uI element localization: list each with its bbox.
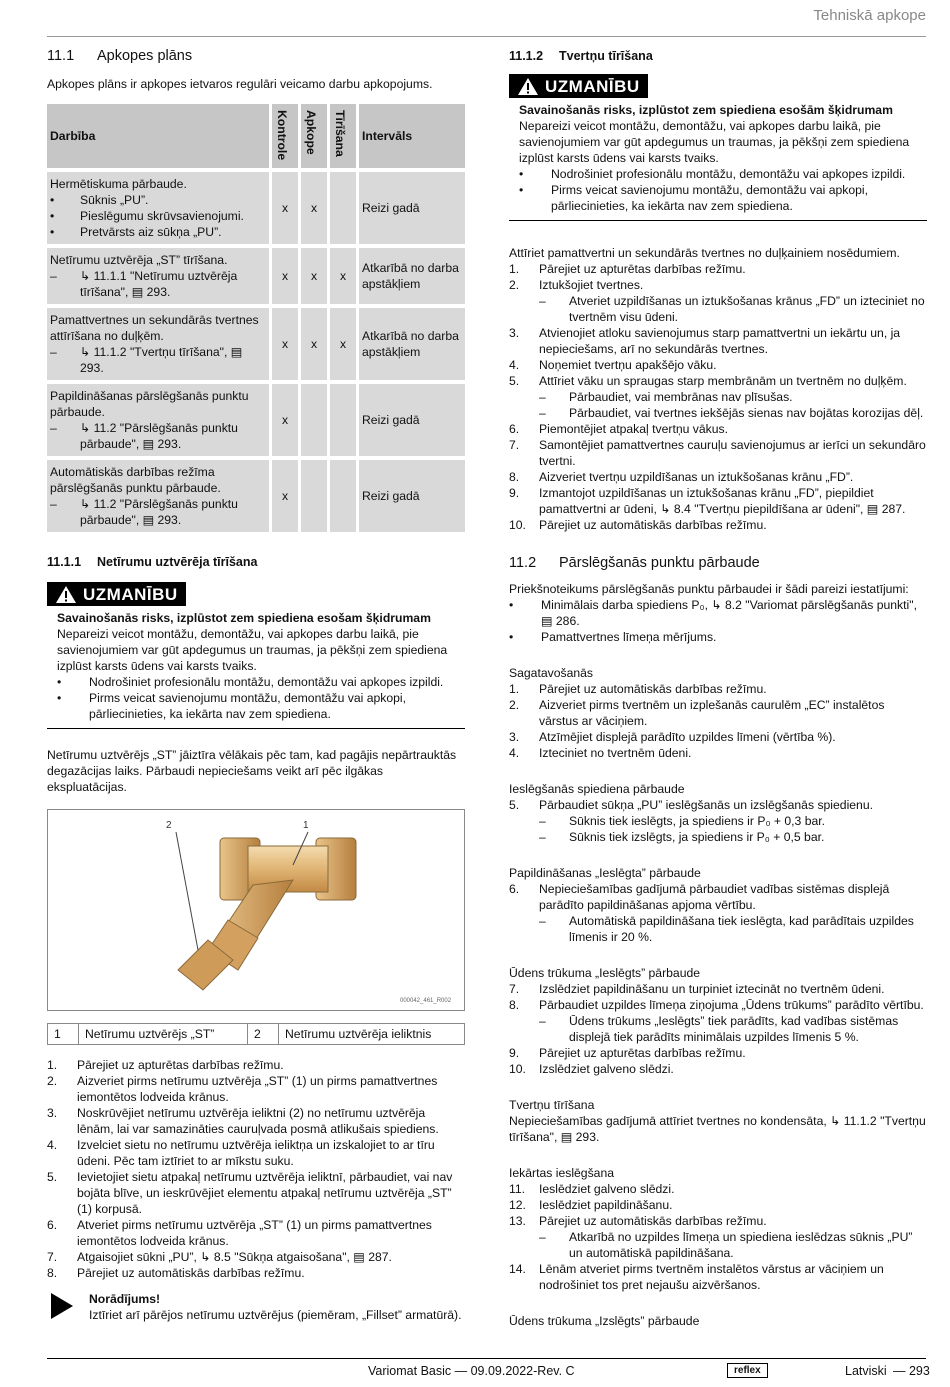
step-number: 9. [509, 1046, 520, 1060]
col-header-cleaning: Tīrīšana [330, 104, 356, 168]
step-number: 3. [509, 326, 520, 340]
step-item [509, 373, 927, 389]
bullet-text: Minimālais darba spiediens P₀, ↳ 8.2 "Variomat pārslēgšanās punkti", ▤ 286. [541, 598, 917, 628]
bullet-item [519, 166, 927, 182]
action-subitem [50, 344, 266, 376]
step-text: Izmantojot uzpildīšanas un iztukšošanas krānu „FD”, piepildiet pamattvertni ar ūdeni, ↳ 8.4 "Tvertņu piepildīšana ar ūdeni", ▤ 287. [539, 486, 906, 516]
warning-block-left [47, 582, 465, 729]
table-row [47, 384, 465, 456]
subitem-text: ↳ 11.2 "Pārslēgšanās punktu pārbaude", ▤ 293. [80, 421, 238, 451]
step-number: 13. [509, 1214, 526, 1228]
tank-clean-steps [509, 261, 927, 533]
step-number: 9. [509, 486, 520, 500]
step-number: 6. [509, 882, 520, 896]
footer-rule [47, 1358, 926, 1359]
step-number: 5. [509, 374, 520, 388]
action-cell [47, 248, 269, 304]
strainer-illustration [48, 810, 464, 1010]
warning-block-right [509, 74, 927, 221]
step-number: 11. [509, 1182, 526, 1196]
step-text: Pārejiet uz apturētas darbības režīmu. [77, 1058, 284, 1072]
step-text: Noskrūvējiet netīrumu uztvērēja ieliktni (2) no netīrumu uztvērēja lēnām, lai var samazināties cauruļvada posmā atlikušais spiediens. [77, 1106, 439, 1136]
step-item [509, 357, 927, 373]
step-number: 1. [509, 682, 520, 696]
subitem-text: ↳ 11.1.2 "Tvertņu tīrīšana", ▤ 293. [80, 345, 243, 375]
step-text: Aizveriet tvertņu uzpildīšanas un iztukšošanas krānu „FD”. [539, 470, 854, 484]
section-11-1-2-heading: 11.1.2 Tvertņu tīrīšana [509, 49, 653, 63]
figure-code: 000042_461_R002 [400, 998, 452, 1004]
action-text: Netīrumu uztvērēja „ST” tīrīšana. [50, 253, 228, 267]
step-number: 4. [47, 1138, 58, 1152]
step-number: 4. [509, 746, 520, 760]
step-text: Piemontējiet atpakaļ tvertņu vākus. [539, 422, 729, 436]
control-cell: x [272, 308, 298, 380]
step-number: 10. [509, 1062, 526, 1076]
step-number: 2. [47, 1074, 58, 1088]
pressure-check-title: Ieslēgšanās spiediena pārbaude [509, 782, 685, 796]
strainer-steps [47, 1057, 465, 1281]
dash: – [539, 830, 546, 844]
brand-logo: reflex [727, 1363, 768, 1378]
step-text: Atvienojiet atloku savienojumus starp pamattvertni un iekārtu un, ja nepieciešams, arī no sekundārās tvertnes. [539, 326, 901, 356]
step-item [509, 881, 927, 913]
action-text: Automātiskās darbības režīma pārslēgšanās punktu pārbaude. [50, 465, 221, 495]
bullet-text: Nodrošiniet profesionālu montāžu, demontāžu vai apkopes izpildi. [551, 167, 906, 181]
step-number: 5. [47, 1170, 58, 1184]
tank-clean-intro: Attīriet pamattvertni un sekundārās tvertnes no duļķainiem nosēdumiem. [509, 246, 900, 260]
step-item [509, 1045, 927, 1061]
step-item [509, 1181, 927, 1197]
step-text: Pārejiet uz automātiskās darbības režīmu. [539, 682, 767, 696]
section-11-1-1-heading: 11.1.1 Netīrumu uztvērēja tīrīšana [47, 555, 258, 569]
step-subitem [509, 813, 927, 829]
step-text: Pārejiet uz automātiskās darbības režīmu. [77, 1266, 305, 1280]
subitem-text: Sūknis tiek ieslēgts, ja spiediens ir P₀ + 0,3 bar. [569, 814, 826, 828]
step-text: Izteciniet no tvertnēm ūdeni. [539, 746, 692, 760]
step-number: 3. [509, 730, 520, 744]
interval-cell: Reizi gadā [359, 172, 465, 244]
warning-body: Nepareizi veicot montāžu, demontāžu, vai apkopes darbu laikā, pie savienojumiem var gūt apdegumus un traumas, ja pēkšņi zem spiediena izplūst karsts ūdens vai karsts tvaiks. [519, 119, 910, 165]
bullet: • [50, 193, 55, 207]
step-number: 3. [47, 1106, 58, 1120]
step-number: 5. [509, 798, 520, 812]
subitem-text: Automātiskā papildināšana tiek ieslēgta, kad parādītais uzpildes līmenis ir 20 %. [569, 914, 914, 944]
bullet: • [509, 598, 514, 612]
control-cell: x [272, 460, 298, 532]
bullet-item [57, 690, 465, 722]
control-cell: x [272, 248, 298, 304]
step-item [47, 1057, 465, 1073]
tank-cleaning-body: Nepieciešamības gadījumā attīriet tvertnes no kondensāta, ↳ 11.1.2 "Tvertņu tīrīšana", ▤ 293. [509, 1114, 926, 1144]
step-text: Izvelciet sietu no netīrumu uztvērēja ieliktņa un izskalojiet to ar tīru ūdeni. Pēc tam iztīriet to ar mīkstu suku. [77, 1138, 435, 1168]
step-number: 12. [509, 1198, 526, 1212]
bullet: • [509, 630, 514, 644]
maintenance-cell: x [301, 308, 327, 380]
col-header-interval: Intervāls [359, 104, 465, 168]
warning-label: UZMANĪBU [47, 582, 186, 606]
step-number: 2. [509, 698, 520, 712]
action-subitem [50, 192, 266, 208]
step-item [509, 981, 927, 997]
action-subitem [50, 420, 266, 452]
startup-group [509, 1165, 927, 1293]
subitem-text: Pieslēgumu skrūvsavienojumi. [80, 209, 244, 223]
maintenance-cell [301, 384, 327, 456]
bullet: • [519, 183, 524, 197]
action-cell [47, 172, 269, 244]
dash: – [539, 814, 546, 828]
bullet-text: Nodrošiniet profesionālu montāžu, demontāžu vai apkopes izpildi. [89, 675, 444, 689]
table-row [47, 172, 465, 244]
step-item [509, 485, 927, 517]
subitem-text: Sūknis tiek izslēgts, ja spiediens ir P₀ + 0,5 bar. [569, 830, 825, 844]
step-text: Pārejiet uz apturētas darbības režīmu. [539, 262, 746, 276]
step-text: Aizveriet pirms netīrumu uztvērēja „ST” (1) un pirms pamattvertnes iemontētos lodveida krānus. [77, 1074, 438, 1104]
step-text: Aizveriet pirms tvertnēm un izplešanās caurulēm „EC” instalētos vārstus ar vāciņiem. [539, 698, 885, 728]
step-item [509, 797, 927, 813]
startup-title: Iekārtas ieslēgšana [509, 1166, 615, 1180]
pressure-check-steps [509, 797, 927, 845]
note-arrow-icon [47, 1291, 89, 1321]
subitem-text: ↳ 11.2 "Pārslēgšanās punktu pārbaude", ▤ 293. [80, 497, 238, 527]
shortage-off-check-title: Ūdens trūkuma „Izslēgts” pārbaude [509, 1314, 700, 1328]
dash: – [539, 390, 546, 404]
bullet-item [509, 629, 927, 645]
action-text: Pamattvertnes un sekundārās tvertnes attīrīšana no duļķēm. [50, 313, 259, 343]
interval-cell: Reizi gadā [359, 460, 465, 532]
step-item [509, 437, 927, 469]
step-item [509, 745, 927, 761]
cleaning-cell [330, 460, 356, 532]
step-text: Iztukšojiet tvertnes. [539, 278, 644, 292]
step-text: Noņemiet tvertņu apakšējo vāku. [539, 358, 717, 372]
bullet: • [50, 225, 55, 239]
step-item [47, 1249, 465, 1265]
warning-title: Savainošanās risks, izplūstot zem spiediena esošam šķidrumam [57, 611, 431, 625]
dash: – [539, 406, 546, 420]
step-number: 1. [47, 1058, 58, 1072]
step-number: 8. [47, 1266, 58, 1280]
shortage-on-check-title: Ūdens trūkuma „Ieslēgts” pārbaude [509, 966, 701, 980]
step-text: Lēnām atveriet pirms tvertnēm instalētos vārstus ar vāciņiem un nodrošiniet tos pret nejaušu aizvēršanos. [539, 1262, 884, 1292]
preparation-title: Sagatavošanās [509, 666, 594, 680]
step-item [47, 1105, 465, 1137]
bullet: – [50, 421, 57, 435]
right-column [509, 48, 927, 1329]
step-subitem [509, 913, 927, 945]
cleaning-cell: x [330, 248, 356, 304]
bullet: – [50, 345, 57, 359]
step-number: 7. [47, 1250, 58, 1264]
step-item [509, 681, 927, 697]
control-cell: x [272, 172, 298, 244]
warning-triangle-icon [55, 585, 77, 604]
step-item [509, 469, 927, 485]
maintenance-cell: x [301, 172, 327, 244]
step-item [509, 729, 927, 745]
step-item [509, 325, 927, 357]
bullet: • [519, 167, 524, 181]
switchpoint-intro: Priekšnoteikums pārslēgšanās punktu pārbaudei ir šādi pareizi iestatījumi: [509, 582, 909, 596]
col-header-maintenance: Apkope [301, 104, 327, 168]
step-subitem [509, 829, 927, 845]
step-item [47, 1169, 465, 1217]
step-text: Samontējiet pamattvertnes cauruļu savienojumus ar ierīci un sekundāro tvertni. [539, 438, 926, 468]
step-text: Pārbaudiet uzpildes līmeņa ziņojuma „Ūdens trūkums” parādīto vērtību. [539, 998, 924, 1012]
section-11-2-heading: 11.2 Pārslēgšanās punktu pārbaude [509, 555, 760, 571]
footer-doc: Variomat Basic — 09.09.2022-Rev. C [368, 1364, 575, 1378]
bullet-item [519, 182, 927, 214]
figure-legend: 1 Netīrumu uztvērējs „ST” 2 Netīrumu uztvērēja ieliktnis [47, 1023, 465, 1045]
preparation-steps [509, 681, 927, 761]
bullet-text: Pamattvertnes līmeņa mērījums. [541, 630, 717, 644]
action-cell [47, 384, 269, 456]
running-header: Tehniskā apkope [813, 7, 926, 24]
pressure-check-group [509, 781, 927, 845]
col-header-action: Darbība [47, 104, 269, 168]
fill-on-check-group [509, 865, 927, 945]
strainer-figure [47, 809, 465, 1011]
step-text: Izslēdziet galveno slēdzi. [539, 1062, 674, 1076]
switchpoint-prereqs [509, 597, 927, 645]
bullet-item [509, 597, 927, 629]
dash: – [539, 1014, 546, 1028]
bullet-text: Pirms veicat savienojumu montāžu, demontāžu vai apkopi, pārliecinieties, ka iekārta nav zem spiediena. [89, 691, 407, 721]
step-item [509, 1213, 927, 1229]
step-text: Izslēdziet papildināšanu un turpiniet iztecināt no tvertnēm ūdeni. [539, 982, 885, 996]
fill-on-check-steps [509, 881, 927, 945]
step-item [509, 1261, 927, 1293]
step-item [509, 421, 927, 437]
table-row [47, 460, 465, 532]
action-subitem [50, 224, 266, 240]
step-text: Ievietojiet sietu atpakaļ netīrumu uztvērēja ieliktnī, pārbaudiet, vai nav bojāta blīve, un ieskrūvējiet elementu atpakaļ netīrumu uztvērēja „ST” (1) korpusā. [77, 1170, 453, 1216]
cleaning-cell [330, 384, 356, 456]
table-row [47, 248, 465, 304]
shortage-off-check-group [509, 1313, 927, 1329]
action-subitem [50, 496, 266, 528]
action-subitem [50, 208, 266, 224]
bullet-item [57, 674, 465, 690]
bullet-text: Pirms veicat savienojumu montāžu, demontāžu vai apkopi, pārliecinieties, ka iekārta nav zem spiediena. [551, 183, 869, 213]
step-number: 10. [509, 518, 526, 532]
step-text: Attīriet vāku un spraugas starp membrānām un tvertnēm no duļķēm. [539, 374, 907, 388]
dash: – [539, 1230, 546, 1244]
figure-callout-1: 1 [303, 820, 309, 831]
step-number: 7. [509, 438, 520, 452]
table-row [47, 308, 465, 380]
tank-cleaning-title: Tvertņu tīrīšana [509, 1098, 595, 1112]
figure-callout-2: 2 [166, 820, 172, 831]
step-number: 1. [509, 262, 520, 276]
step-text: Ieslēdziet papildināšanu. [539, 1198, 673, 1212]
warning-body: Nepareizi veicot montāžu, demontāžu, vai apkopes darbu laikā, pie savienojumiem var gūt apdegumus un traumas, ja pēkšņi zem spiediena izplūst karsts ūdens vai karsts tvaiks. [57, 627, 448, 673]
step-number: 7. [509, 982, 520, 996]
maintenance-cell: x [301, 248, 327, 304]
step-subitem [509, 293, 927, 325]
step-text: Atgaisojiet sūkni „PU”, ↳ 8.5 "Sūkņa atgaisošana", ▤ 287. [77, 1250, 392, 1264]
action-subitem [50, 268, 266, 300]
cleaning-cell: x [330, 308, 356, 380]
step-number: 8. [509, 470, 520, 484]
header-rule [47, 36, 926, 37]
dash: – [539, 914, 546, 928]
bullet: • [50, 209, 55, 223]
step-text: Nepieciešamības gadījumā pārbaudiet vadības sistēmas displejā parādīto papildināšanas apjoma vērtību. [539, 882, 890, 912]
control-cell: x [272, 384, 298, 456]
strainer-paragraph: Netīrumu uztvērējs „ST” jāiztīra vēlākais pēc tam, kad pagājis nepārtrauktās degazācijas laiks. Pārbaudi nepieciešams veikt arī pēc ilgākas ekspluatācijas. [47, 748, 457, 794]
footer-page: — 293 [893, 1364, 930, 1378]
step-text: Atzīmējiet displejā parādīto uzpildes līmeni (vērtība %). [539, 730, 836, 744]
subitem-text: Atveriet uzpildīšanas un iztukšošanas krānus „FD” un izteciniet no tvertnēm visu ūdeni. [569, 294, 925, 324]
step-number: 6. [509, 422, 520, 436]
step-item [47, 1217, 465, 1249]
warning-label: UZMANĪBU [509, 74, 648, 98]
step-item [509, 261, 927, 277]
step-text: Pārbaudiet sūkņa „PU” ieslēgšanās un izslēgšanās spiedienu. [539, 798, 874, 812]
maintenance-table [47, 100, 465, 536]
step-text: Pārejiet uz automātiskās darbības režīmu. [539, 518, 767, 532]
subitem-text: ↳ 11.1.1 "Netīrumu uztvērēja tīrīšana", ▤ 293. [80, 269, 238, 299]
interval-cell: Atkarībā no darba apstākļiem [359, 308, 465, 380]
subitem-text: Ūdens trūkums „Ieslēgts” tiek parādīts, kad vadības sistēmas displejā tiek parādīts minimālais uzpildes līmenis 5 %. [569, 1014, 899, 1044]
step-item [509, 1197, 927, 1213]
dash: – [539, 294, 546, 308]
step-number: 8. [509, 998, 520, 1012]
step-item [47, 1137, 465, 1169]
action-cell [47, 460, 269, 532]
step-item [47, 1073, 465, 1105]
step-subitem [509, 1229, 927, 1261]
action-text: Hermētiskuma pārbaude. [50, 177, 187, 191]
warning-title: Savainošanās risks, izplūstot zem spiediena esošām šķidrumam [519, 103, 893, 117]
step-item [509, 697, 927, 729]
step-item [509, 1061, 927, 1077]
shortage-on-check-steps [509, 981, 927, 1077]
left-column [47, 48, 465, 1323]
preparation-group [509, 665, 927, 761]
step-item [509, 517, 927, 533]
step-subitem [509, 405, 927, 421]
maintenance-intro: Apkopes plāns ir apkopes ietvaros regulāri veicamo darbu apkopojums. [47, 77, 433, 91]
step-text: Pārejiet uz apturētas darbības režīmu. [539, 1046, 746, 1060]
step-number: 14. [509, 1262, 526, 1276]
step-item [509, 997, 927, 1013]
step-item [47, 1265, 465, 1281]
interval-cell: Reizi gadā [359, 384, 465, 456]
maintenance-cell [301, 460, 327, 532]
action-cell [47, 308, 269, 380]
bullet: – [50, 497, 57, 511]
footer-language: Latviski [845, 1364, 887, 1378]
step-subitem [509, 1013, 927, 1045]
subitem-text: Pārbaudiet, vai tvertnes iekšējās sienas nav bojātas korozijas dēļ. [569, 406, 924, 420]
subitem-text: Sūknis „PU”. [80, 193, 149, 207]
step-number: 4. [509, 358, 520, 372]
step-item [509, 277, 927, 293]
interval-cell: Atkarībā no darba apstākļiem [359, 248, 465, 304]
warning-triangle-icon [517, 77, 539, 96]
step-number: 6. [47, 1218, 58, 1232]
note-block: Norādījums! Iztīriet arī pārējos netīrumu uztvērējus (piemēram, „Fillset” armatūrā). [47, 1291, 465, 1323]
bullet: • [57, 691, 62, 705]
shortage-on-check-group [509, 965, 927, 1077]
subitem-text: Pretvārsts aiz sūkņa „PU”. [80, 225, 222, 239]
section-11-1-heading: 11.1 Apkopes plāns [47, 48, 193, 64]
step-text: Ieslēdziet galveno slēdzi. [539, 1182, 675, 1196]
subitem-text: Atkarībā no uzpildes līmeņa un spiediena ieslēdzas sūknis „PU” un automātiskā papildināšana. [569, 1230, 913, 1260]
step-text: Atveriet pirms netīrumu uztvērēja „ST” (1) un pirms pamattvertnes iemontētos lodveida krānus. [77, 1218, 432, 1248]
tank-cleaning-group [509, 1097, 927, 1145]
step-subitem [509, 389, 927, 405]
col-header-control: Kontrole [272, 104, 298, 168]
step-text: Pārejiet uz automātiskās darbības režīmu. [539, 1214, 767, 1228]
step-number: 2. [509, 278, 520, 292]
startup-steps [509, 1181, 927, 1293]
bullet: • [57, 675, 62, 689]
subitem-text: Pārbaudiet, vai membrānas nav plīsušas. [569, 390, 793, 404]
cleaning-cell [330, 172, 356, 244]
action-text: Papildināšanas pārslēgšanās punktu pārbaude. [50, 389, 249, 419]
fill-on-check-title: Papildināšanas „Ieslēgta” pārbaude [509, 866, 701, 880]
table-header-row [47, 104, 465, 168]
bullet: – [50, 269, 57, 283]
